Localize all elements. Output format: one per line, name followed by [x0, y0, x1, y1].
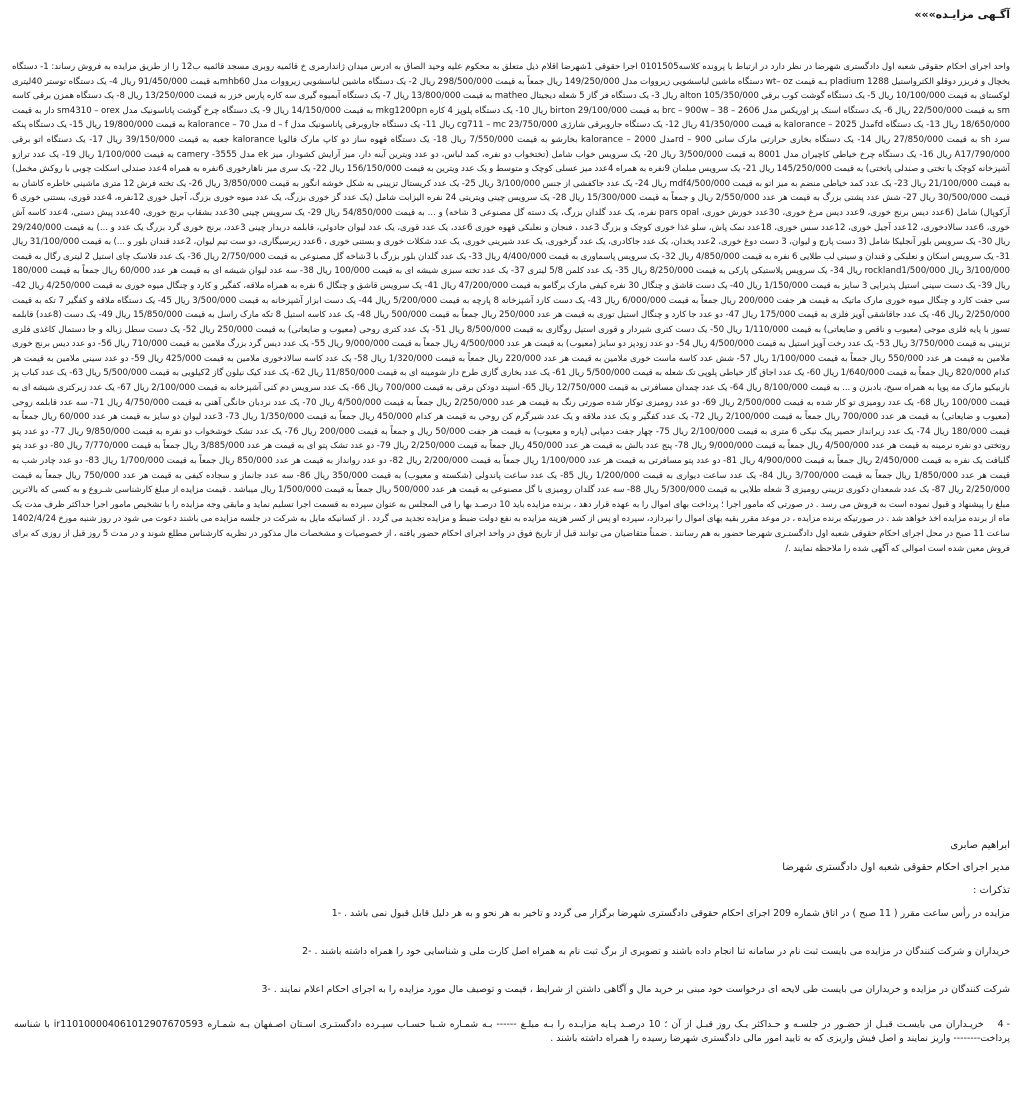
note-text: خریداران و شرکت کنندگان در مزایده می بایست ثبت نام در سامانه ثنا انجام داده باشند و تصویری از برگ ثبت نام به همراه اصل کارت ملی و شناسایی خود را همراه داشته باشند . [314, 946, 1010, 957]
notes-heading: تذکرات : [972, 885, 1010, 896]
note-number: -3 [261, 984, 271, 995]
signer-name: ابراهیم صابری [950, 840, 1010, 851]
note-item [14, 983, 1010, 997]
note-text: خریـداران می بایسـت قبـل از حضـور در جلسـه و حـداکثر یـک روز قبـل از آن ؛ 10 درصـد پـایه مزایـده را بـه مبلـغ ------ بـه شمـاره شـبا حسـاب سپـرده دادگستـری اسـتان اصـفهان بـه شمـاره ir110100004061012907670593 با شناسه پرداخت-------- واریز نمایند و اصل فیش واریزی که به تایید امور مالی دادگستری شهرضا رسیده را همراه داشته باشند . [14, 1019, 1010, 1044]
note-item [14, 945, 1010, 959]
signer-title: مدیر اجرای احکام حقوقی شعبه اول دادگستری شهرضا [782, 862, 1010, 873]
note-number: -2 [302, 946, 312, 957]
note-item [14, 1018, 1010, 1046]
note-text: شرکت کنندگان در مزایده و خریداران می بایست طی لایحه ای درخواست خود مبنی بر خرید مال و آگاهی داشتن از شرایط ، قیمت و توصیف مال مورد مزایده را به اجرای احکام اعلام نمایند . [273, 984, 1010, 995]
notice-heading: آگـهی مزایـده»»» [914, 8, 1010, 21]
note-number: -1 [331, 908, 342, 919]
note-text: مزایده در رأس ساعت مقرر ( 11 صبح ) در اتاق شماره 209 اجرای احکام حقوقی دادگستری شهرضا برگزار می گردد و تاخیر به هر نحو و به هر دلیل قابل قبول نمی باشد . [344, 908, 1010, 919]
notice-body: واحد اجرای احکام حقوقی شعبه اول دادگستری شهرضا در نظر دارد در ارتباط با پرونده کلاسه0101505 اجرا حقوقی 1شهرضا اقلام ذیل متعلق به محکوم علیه وحید الصاق به ادرس میدان ژاندارمری خ قائمیه روبری مسجد قائمیه ب‌12 را از طریق مزایده به فروش رساند: 1- دستگاه یخچال و فریزر دوقلو الکترواستیل pladium 1288 بـه قیمت wt– oz دستگاه ماشین لباسشویی زیرووات مدل 149/250/000 ریال جمعاً به قیمت 298/500/000 ریال 2- یک دستگاه ماشین لباسشویی زیرووات مدل mhb60به قیمت 91/450/000 ریال 4- یک دستگاه توستر 40لیتری لوکستای به قیمت 10/100/000 ریال 5- یک دستگاه گوشت کوب برقی alton 105/350/000 ریال 3- یک دستگاه فر گاز 5 شعله دیجیتال matheo به قیمت 13/800/000 ریال 7- یک دستگاه آبمیوه گیری سه کاره پارس خزر به قیمت 13/250/000 ریال 8- یک دستگاه همزن برقی کاسه sm به قیمت 22/500/000 ریال 6- یک دستگاه اسنک پز اوریکس مدل 2606 – 38 – brc – 900w به قیمت birton 29/100/000 ریال 10- یک دستگاه پلوپز 4 کاره mkg1200pn به قیمت 14/150/000 ریال 9- یک دستگاه چرخ گوشت پاناسونیک مدل sm4310 – orex دار به قیمت 18/650/000 ریال 13- یک دستگاه fdمدل 2025 – kalorance به قیمت 41/350/000 ریال 12- یک دستگاه جاروبرقی شارژی cg711 – mc 23/750/000 ریال 11- یک دستگاه جاروبرقی پاناسونیک مدل d – f مدل 70 – kalorance به قیمت 19/800/000 ریال 15- یک دستگاه پنکه سرد sh به قیمت 27/850/000 ریال 14- یک دستگاه بخاری حرارتی مارک سانی 900 – rdمدل 2000 – kalorance بخارشو به قیمت 7/550/000 ریال 18- یک دستگاه قهوه ساز دو کاپ مارک فالویا kalorance جعبه به قیمت 39/150/000 ریال 17- یک دستگاه اتو برقی A17/790/000 ریال 16- یک دستگاه چرخ خیاطی کاچیران مدل 8001 به قیمت 3/500/000 ریال 20- یک سرویس خواب شامل (تختخواب دو نفره، کمد لباس، دو عدد ویترین آینه دار، میز آرایش کشودار، میز ek مدل 3555- camery به قیمت 1/100/000 ریال 19- یک عدد ترازو آشپزخانه کوچک یا تختی و صندلی پاتختی) به قیمت 145/250/000 ریال 21- یک سرویس مبلمان 9نفره به همراه 4عدد میز عسلی کوچک و متوسط و یک عدد ویترین به قیمت 156/150/000 ریال 22- یک سری میز ناهارخوری 6نفره به همراه 4عدد صندلی اسکلت چوبی با روکش مخمل) به قیمت 21/100/000 ریال 23- یک عدد کمد خیاطی منضم به میز اتو به قیمت mdf4/500/000 ریال 24- یک عدد جاکفشی از جنس 3/100/000 ریال 25- یک عدد کریستال تزیینی به شکل خوشه انگور به قیمت 3/850/000 ریال 26- یک تخته فرش 12 متری ماشینی خاطره کاشان به قیمت 30/500/000 ریال 27- شش عدد پشتی بزرگ به قیمت هر عدد 2/550/000 ریال و جمعاً به قیمت 15/300/000 ریال 28- یک سرویس چینی ویتریتی 24 نفره الیزابت شامل (یک عدد گز خوری بزرگ، یک عدد میوه خوری بزرگ، آجیل خوری 12نفره، 4عدد قوری، بستنی خوری 6 آرکوپال) شامل (6عدد دیس برنج خوری، 9عدد دیس مرغ خوری، 30عدد خورش خوری، pars opal نفره، یک عدد گلدان بزرگ، یک دسته گل مصنوعی 3 شاخه) و ... به قیمت 54/850/000 ریال 29- یک سرویس چینی 30عدد بشقاب برنج خوری، 40عدد پیش دستی، 4عدد کاسه آش خوری، 6عدد سالادخوری، 12عدد آجیل خوری، 12عدد سس خوری، 18عدد نمک پاش، سلو غذا خوری کوچک و بزرگ 3عدد ، فنجان و نعلبکی قهوه خوری 6عدد، یک عدد قوری، یک عدد لیوان جادوئی، قابلمه دربدار چینی 3عدد، برنج خوری گرد بزرگ یک عدد و ...) به قیمت 29/240/000 ریال 30- یک سرویس بلور آنجلیکا شامل (3 دست پارچ و لیوان، 3 دست دوغ خوری، 2عدد پخدان، یک عدد جاکادری، یک عدد گزخوری، یک عدد شیرینی خوری، یک عدد شکلات خوری و بستنی خوری ، 6عدد زیرسیگاری، دو ست تیم لیوان، 2عدد قندان بلور و ...) به قیمت 31/100/000 ریال 31- یک سرویس اسکان و نعلبکی و قندان و سینی لب طلایی 6 نفره به قیمت 4/850/000 ریال 32- یک سرویس پاسماوری به قیمت 4/400/000 ریال 33- یک عدد گلدان بلور بزرگ با 3شاخه گل مصنوعی به قیمت 2/750/000 ریال 36- یک عدد فلاسک چای استیل 2 لیتری رگال به قیمت 3/100/000 ریال rockland1/500/000 ریال 34- یک سرویس پلاستیکی پارکی به قیمت 8/250/000 ریال 35- یک عدد کلمن 5/8 لیتری 37- یک عدد تخته سبزی شیشه ای به قیمت 100/000 ریال 38- سه عدد لیوان شیشه ای به قیمت هر عدد 60/000 ریال جمعاً به قیمت 180/000 ریال 39- یک دست سینی استیل پذیرایی 3 سایز به قیمت 1/150/000 ریال 40- یک دست قاشق و چنگال 30 نفره کیفی مارک برگامو به قیمت 47/200/000 ریال 41- یک سرویس قاشق و چنگال 6 نفره به همراه ملاقه، کفگیر و کارد و چنگال میوه خوری به قیمت 4/250/000 ریال 42- سی جفت کارد و چنگال میوه خوری مارک ماتیک به قیمت هر جفت 200/000 ریال جمعاً به قیمت 6/000/000 ریال 43- یک دست کارد آشپزخانه 8 پارچه به قیمت 5/200/000 ریال 44- یک دست ابزار آشپزخانه به قیمت 3/500/000 ریال 45- یک دستگاه ملاقه و کفگیر 7 تکه به قیمت 2/250/000 ریال 46- یک عدد جاقاشقی آویز فلزی به قیمت 175/000 ریال 47- دو عدد جا کارد و چنگال استیل توری به قیمت هر عدد 250/000 ریال جمعاً به قیمت 500/000 ریال 48- یک عدد کاسه استیل 8 تکه مارک راسل به قیمت 15/850/000 ریال 49- یک دست (8عدد) قابلمه تسوز با پایه فلزی موجی (معیوب و ناقص و ضایعاتی) به قیمت 1/110/000 ریال 50- یک دست کتری شیردار و قوری استیل روگازی به قیمت 8/500/000 ریال 51- یک عدد کتری روحی (معیوب و ضایعاتی) به قیمت 250/000 ریال 52- یک دست سطل زباله و جا دستمال کاغذی فلزی تزیینی به قیمت 3/750/000 ریال 53- یک عدد رخت آویز استیل به قیمت 4/500/000 ریال 54- دو عدد زودپز دو سایز (معیوب) به قیمت هر عدد 4/500/000 ریال جمعاً به قیمت 9/000/000 ریال 55- یک عدد دیس گرد بزرگ ملامین به قیمت 710/000 ریال 56- دو عدد دیس برنج خوری ملامین به قیمت هر عدد 550/000 ریال جمعاً به قیمت 1/100/000 ریال 57- شش عدد کاسه ماست خوری ملامین به قیمت هر عدد 220/000 ریال جمعاً به قیمت 1/320/000 ریال 58- یک عدد کاسه سالادخوری ملامین به قیمت 425/000 ریال 59- دو عدد سینی ملامین به قیمت هر کدام 820/000 ریال جمعاً به قیمت 1/640/000 ریال 60- یک عدد اجاق گاز خیاطی پلوپی تک شعله به قیمت 5/500/000 ریال 61- یک عدد بخاری گازی طرح دار شومینه ای به قیمت 11/850/000 ریال 62- یک عدد کیک نیلون گاز 2کیلویی به قیمت 5/500/000 ریال 63- یک عدد کباب پز باربیکیو مارک مه پویا به همراه سیخ، بادبزن و ... به قیمت 8/100/000 ریال 64- یک عدد چمدان مسافرتی به قیمت 12/750/000 ریال 65- اسپند دودکن برقی به قیمت 700/000 ریال 66- یک عدد سرویس دم کنی آشپزخانه به قیمت 2/100/000 ریال 67- یک عدد زیرکتری شیشه ای به قیمت 100/000 ریال 68- یک عدد رومیزی تو کار شده به قیمت 2/500/000 ریال 69- دو عدد رومیزی توکار شده صورتی رنگ به قیمت هر عدد 2/250/000 ریال جمعاً به قیمت 4/500/000 ریال 70- یک عدد نردبان خانگی آهنی به قیمت 4/750/000 ریال 71- سه عدد قابلمه روحی (معیوب و ضایعاتی) به قیمت هر عدد 700/000 ریال جمعاً به قیمت 2/100/000 ریال 72- یک عدد کفگیر و یک عدد ملاقه و یک عدد شیرگرم کن روحی به قیمت هر کدام 450/000 ریال جمعاً به قیمت 1/350/000 ریال 73- 3عدد لیوان دو سایز به قیمت هر عدد 60/000 ریال جمعاً به قیمت 180/000 ریال 74- یک عدد زیرانداز حصیر پیک نیکی 6 متری به قیمت 2/100/000 ریال 75- چهار جفت دمپایی (پاره و معیوب) به قیمت هر جفت 50/000 ریال و جمعاً به قیمت 200/000 ریال 76- یک عدد تشک خوشخواب دو نفره به قیمت 9/850/000 ریال 77- دو عدد پتو روتختی دو نفره نرمینه به قیمت هر عدد 4/500/000 ریال جمعاً به قیمت 9/000/000 ریال 78- پنج عدد بالش به قیمت هر عدد 450/000 ریال جمعاً به قیمت 2/250/000 ریال 79- دو عدد تشک پتو ای به قیمت هر عدد 3/885/000 ریال جمعاً به قیمت 7/770/000 ریال 80- دو عدد پتو گلبافت یک نفره به قیمت 2/450/000 ریال جمعاً به قیمت 4/900/000 ریال 81- دو عدد پتو مسافرتی به قیمت هر عدد 1/100/000 ریال جمعاً به قیمت 2/200/000 ریال 82- دو عدد روانداز به قیمت هر عدد 850/000 ریال جمعاً به قیمت 1/700/000 ریال 83- دو عدد چادر شب به قیمت هر عدد 1/850/000 ریال جمعاً به قیمت 3/700/000 ریال 84- یک عدد ساعت دیواری به قیمت 1/200/000 ریال 85- یک عدد ساعت پاندولی (شکسته و معیوب) به قیمت 350/000 ریال 86- سه عدد جانماز و سجاده کیفی به قیمت هر عدد 750/000 ریال جمعاً به قیمت 2/250/000 ریال 87- یک عدد شمعدان دکوری تزیینی رومیزی 3 شعله طلایی به قیمت 5/300/000 ریال 88- سه عدد گلدان رومیزی با گل مصنوعی به قیمت هر عدد 500/000 ریال جمعاً به قیمت 1/500/000 ریال میباشد . قیمت مزایده از مبلغ کارشناسی شـروع و به کسی که بالاترین مبلغ را پیشنهاد و قبول نموده است به فروش می رسد . در صورتی که مامور اجرا ؛ پرداخت بهای اموال را به عهده قرار دهد ، برنده مزایده باید 10 درصـد بها را فی المجلس به عنوان سپرده به قسمت اجرا تسلیم نماید و مابقی وجه مزایده را با تشخیص مامور اجرا حداکثر ظرف مدت یک ماه از برنده مزایده اخذ خواهد شد . در صورتیکه برنده مزایده ، در موعد مقرر بقیه بهای اموال را نپردازد، سپرده او پس از کسر هزینه مزایده به نفع دولت ضبط و مزایده تجدید می گردد . از کسانیکه مایل به شرکت در جلسه مزایده می باشند دعوت می شود در روز شنبه مورخ 1402/4/24 ساعت 11 صبح در محل اجرای احکام حقوقی شعبه اول دادگستـری شهرضا حضور به هم رسانند . ضمناً متقاضیان می توانند قبل از تاریخ فوق در واحد اجرای احکام حضور یافته ، از خصوصیات و مشخصات مال مذکور در نظریه کارشناس مطلع شوند و در مدت 5 روز قبل از روزی که برای فروش معین شده است اموالی که آگهی شده را ملاحظه نمایند ./ [12, 62, 1010, 554]
note-item [14, 907, 1010, 921]
note-number: - 4 [997, 1019, 1010, 1030]
